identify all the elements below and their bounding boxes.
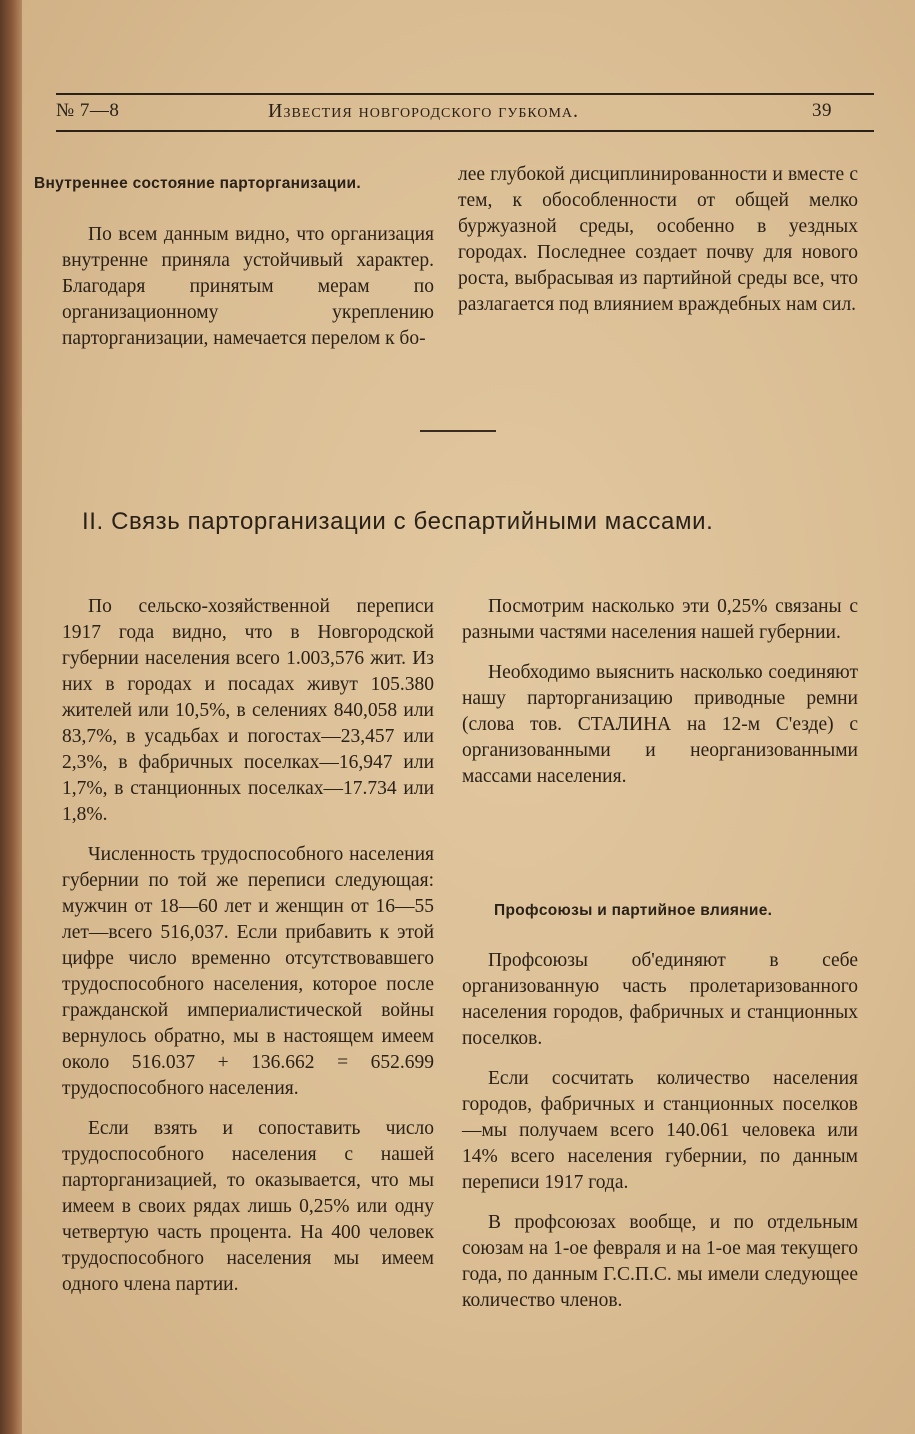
column-right-section-2-continued (462, 948, 858, 1328)
paragraph: Если сосчитать количество населения городов, фабричных и станционных поселков—мы получаем всего 140.061 человека или 14% всего населения губернии, по данным переписи 1917 года. (462, 1068, 858, 1193)
running-header (22, 100, 915, 130)
paragraph: Посмотрим насколько эти 0,25% связаны с разными частями населения нашей губернии. (462, 596, 858, 643)
column-left-section-1 (62, 222, 434, 366)
paragraph: Численность трудоспособного населения губернии по той же переписи следующая: мужчин от 18—60 лет и женщин от 16—55 лет—всего 516,037. Если прибавить к этой цифре число временно отсутствовавшего трудоспособного населения, которое после гражданской империалистической войны вернулось обратно, мы в настоящем имеем около 516.037 + 136.662 = 652.699 трудоспособного населения. (62, 844, 434, 1099)
page-number: 39 (812, 100, 832, 121)
section-heading-internal-state: Внутреннее состояние парторганизации. (34, 175, 361, 192)
journal-page (22, 0, 915, 1434)
journal-title: Известия новгородского губкома. (268, 100, 580, 122)
subheading-trade-unions: Профсоюзы и партийное влияние. (494, 902, 773, 919)
column-right-section-1 (458, 162, 858, 332)
paragraph: Необходимо выяснить насколько соединяют нашу парторганизацию приводные ремни (слова тов. СТАЛИНА на 12-м С'езде) с организованными и неорганизованными массами населения. (462, 662, 858, 787)
section-title: II. Связь парторганизации с беспартийными массами. (82, 508, 714, 535)
issue-number: № 7—8 (56, 100, 120, 121)
column-left-section-2 (62, 594, 434, 1312)
paragraph: По сельско-хозяйственной переписи 1917 года видно, что в Новгородской губернии населения всего 1.003,576 жит. Из них в городах и посадах живут 105.380 жителей или 10,5%, в селениях 840,058 или 83,7%, в усадьбах и погостах—23,457 или 2,3%, в фабричных поселках—16,947 или 1,7%, в станционных поселках—17.734 или 1,8%. (62, 596, 434, 825)
paragraph: лее глубокой дисциплинированности и вместе с тем, к обособленности от общей мелко буржуазной среды, особенно в уездных городах. Последнее создает почву для нового роста, выбрасывая из партийной среды все, что разлагается под влиянием враждебных нам сил. (458, 164, 858, 315)
section-divider (420, 430, 496, 432)
book-spine (0, 0, 22, 1434)
header-bottom-rule (56, 130, 874, 132)
paragraph: В профсоюзах вообще, и по отдельным союзам на 1-ое февраля и на 1-ое мая текущего года, по данным Г.С.П.С. мы имели следующее количество членов. (462, 1212, 858, 1311)
paragraph: Профсоюзы об'единяют в себе организованную часть пролетаризованного населения городов, фабричных и станционных поселков. (462, 950, 858, 1049)
header-top-rule (56, 93, 874, 95)
paragraph: Если взять и сопоставить число трудоспособного населения с нашей парторганизацией, то оказывается, что мы имеем в своих рядах лишь 0,25% или одну четвертую часть процента. На 400 человек трудоспособного населения мы имеем одного члена партии. (62, 1118, 434, 1295)
column-right-section-2 (462, 594, 858, 804)
paragraph: По всем данным видно, что организация внутренне приняла устойчивый характер. Благодаря принятым мерам по организационному укреплению парторганизации, намечается перелом к бо- (62, 224, 434, 349)
